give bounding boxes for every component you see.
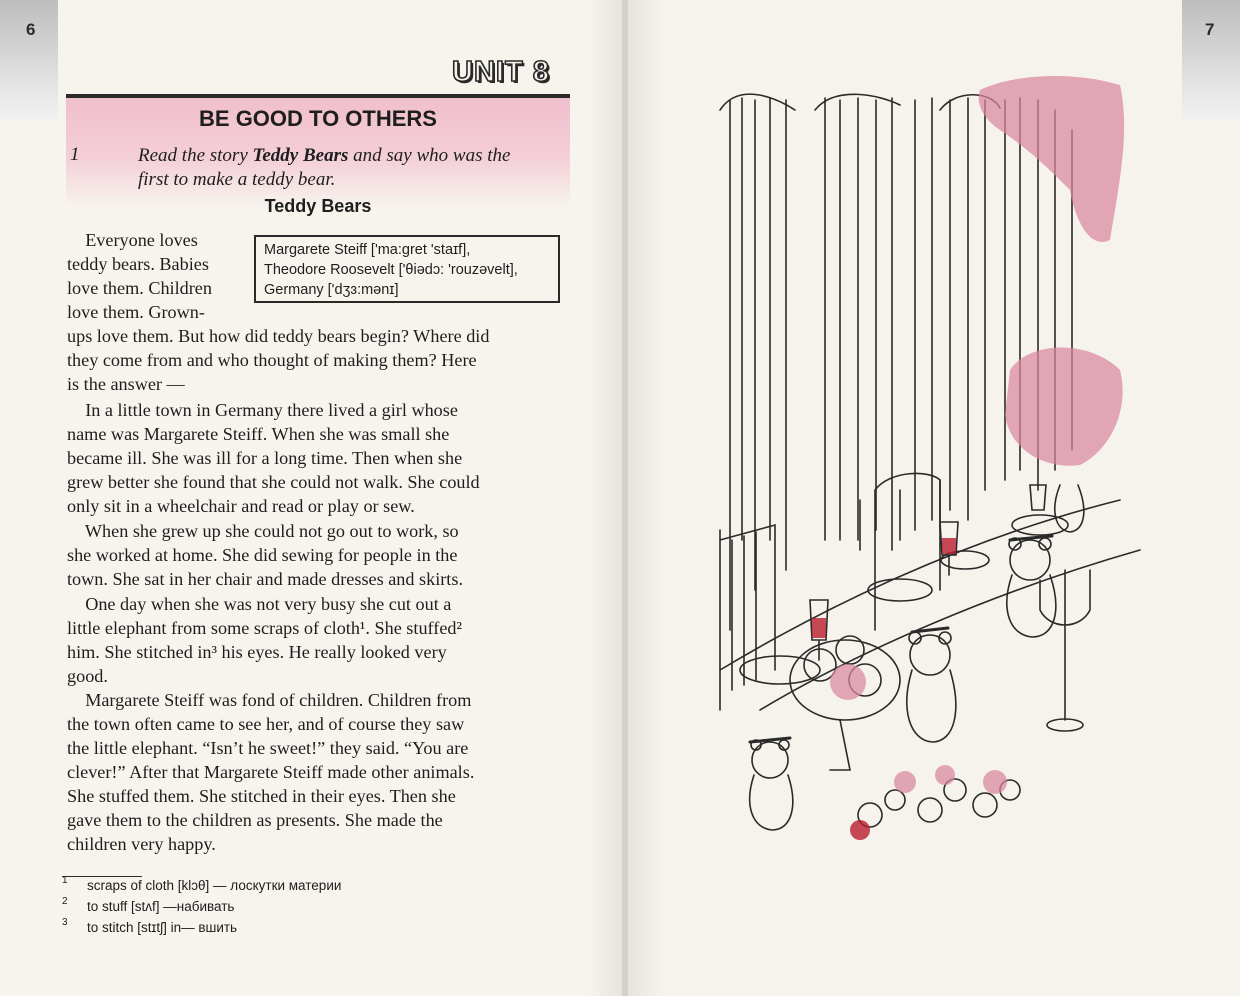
footnote-rule: [62, 876, 142, 877]
footnote: [62, 917, 482, 941]
exercise-line1-suffix: and say who was the: [348, 145, 511, 166]
story-line: him. She stitched in³ his eyes. He really looked very: [67, 642, 447, 662]
story-line: the town often came to see her, and of course they saw: [67, 714, 465, 734]
story-line: One day when she was not very busy she cut out a: [67, 594, 452, 614]
pronunciation-box: [254, 235, 560, 303]
teddy-bears-illustration: [700, 70, 1160, 870]
page-number-left: 6: [26, 20, 36, 39]
story-line: In a little town in Germany there lived a girl whose: [67, 400, 458, 420]
story-line: is the answer —: [67, 374, 185, 394]
footnote-text: to stitch [stɪtʃ] in— вшить: [87, 920, 238, 935]
footnotes: [62, 875, 482, 941]
footnote-text: scraps of cloth [klɔθ] — лоскутки материи: [87, 878, 342, 893]
red-rose-drawing: [850, 820, 870, 840]
story-line: became ill. She was ill for a long time. Then when she: [67, 448, 463, 468]
story-line: She stuffed them. She stitched in their eyes. Then she: [67, 786, 456, 806]
unit-subtitle: BE GOOD TO OTHERS: [199, 106, 437, 131]
bear-drawing: [750, 738, 793, 830]
bear-drawing: [1007, 536, 1056, 637]
footnote: [62, 896, 482, 920]
glossary-entry: Germany ['dʒɜ:mənɪ]: [264, 282, 399, 298]
page-tab-right: [1182, 0, 1240, 120]
story-line: When she grew up she could not go out to work, so: [67, 521, 459, 541]
exercise-line2: first to make a teddy bear.: [138, 169, 336, 190]
unit-title: UNIT 8: [452, 56, 550, 88]
exercise-instruction: [138, 144, 558, 192]
exercise-number: 1: [70, 144, 80, 165]
footnote: [62, 875, 482, 899]
pink-drape-drawing: [979, 76, 1124, 242]
story-line: she worked at home. She did sewing for people in the: [67, 545, 458, 565]
glossary-entry: Theodore Roosevelt ['θiədɔ: 'rouzəvelt],: [264, 262, 518, 278]
footnote-number: 2: [62, 896, 68, 907]
story-line: love them. Children: [67, 278, 212, 298]
footnote-number: 1: [62, 875, 68, 886]
spine-shadow-right: [622, 0, 662, 996]
unit-rule: [66, 94, 570, 98]
bear-drawing: [907, 628, 956, 742]
story-line: name was Margarete Steiff. When she was small she: [67, 424, 450, 444]
exercise-story-name: Teddy Bears: [252, 145, 349, 166]
page-number-right: 7: [1205, 20, 1215, 39]
story-line: gave them to the children as presents. She made the: [67, 810, 443, 830]
wine-glass-drawing: [812, 618, 826, 638]
footnote-text: to stuff [stʌf] —набивать: [87, 899, 235, 914]
story-line: little elephant from some scraps of cloth¹. She stuffed²: [67, 618, 462, 638]
story-title: Teddy Bears: [264, 196, 372, 216]
story-line: they come from and who thought of making them? Here: [67, 350, 477, 370]
story-line: grew better she found that she could not walk. She could: [67, 472, 480, 492]
story-line: Margarete Steiff was fond of children. Children from: [67, 690, 472, 710]
footnote-number: 3: [62, 917, 68, 928]
story-line: teddy bears. Babies: [67, 254, 209, 274]
story-line: good.: [67, 666, 108, 686]
exercise-line1-prefix: Read the story: [138, 145, 253, 166]
wine-glass-drawing: [942, 538, 956, 554]
page-tab-left: [0, 0, 58, 120]
story-line: ups love them. But how did teddy bears begin? Where did: [67, 326, 490, 346]
story-line: love them. Grown-: [67, 302, 205, 322]
story-line: children very happy.: [67, 834, 216, 854]
story-line: only sit in a wheelchair and read or play or sew.: [67, 496, 415, 516]
story-line: the little elephant. “Isn’t he sweet!” they said. “You are: [67, 738, 469, 758]
story-line: clever!” After that Margarete Steiff made other animals.: [67, 762, 475, 782]
glossary-entry: Margarete Steiff ['ma:gret 'staɪf],: [264, 242, 471, 258]
story-line: town. She sat in her chair and made dresses and skirts.: [67, 569, 463, 589]
pink-flowers-drawing: [1005, 348, 1123, 466]
story-line: Everyone loves: [67, 230, 198, 250]
